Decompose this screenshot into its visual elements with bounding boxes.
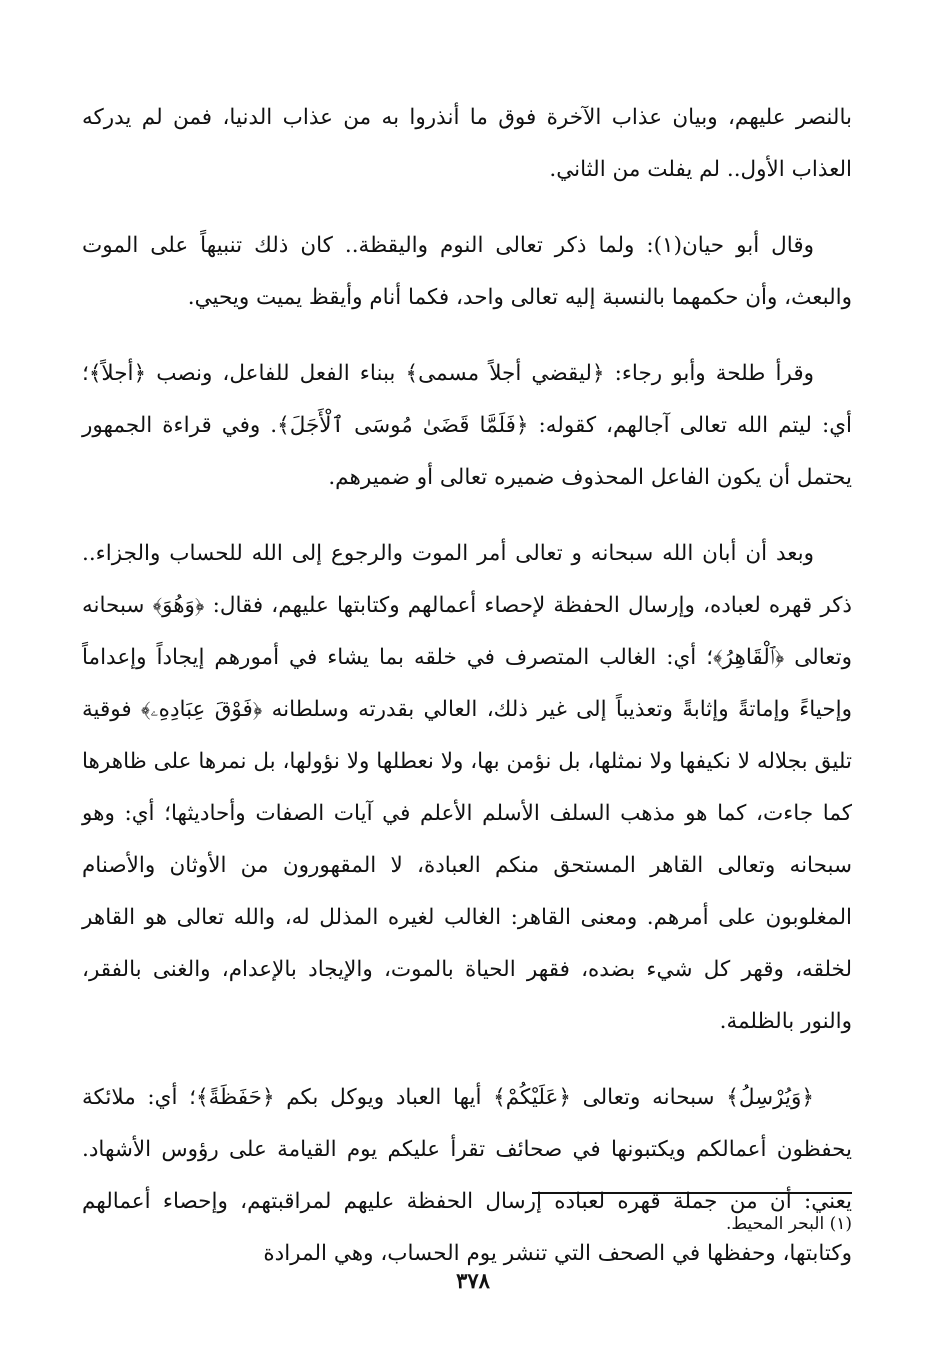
- page-number: ٣٧٨: [456, 1268, 490, 1293]
- footnote: (١) البحر المحيط.: [726, 1214, 852, 1234]
- paragraph-4: وبعد أن أبان الله سبحانه و تعالى أمر الموت والرجوع إلى الله للحساب والجزاء.. ذكر قهره لعباده، وإرسال الحفظة لإحصاء أعمالهم وكتابتها عليهم، فقال: ﴿وَهُوَ﴾ سبحانه وتعالى ﴿ٱلْقَاهِرُ﴾؛ أي: الغالب المتصرف في خلقه بما يشاء في أمورهم إيجاداً وإعداماً وإحياءً وإماتةً وإثابةً وتعذيباً إلى غير ذلك، العالي بقدرته وسلطانه ﴿فَوْقَ عِبَادِهِۦ﴾ فوقية تليق بجلاله لا نكيفها ولا نمثلها، بل نؤمن بها، ولا نعطلها ولا نؤولها، بل نمرها على ظاهرها كما جاءت، كما هو مذهب السلف الأسلم الأعلم في آيات الصفات وأحاديثها؛ أي: وهو سبحانه وتعالى القاهر المستحق منكم العبادة، لا المقهورون من الأوثان والأصنام المغلوبون على أمرهم. ومعنى القاهر: الغالب لغيره المذلل له، والله تعالى هو القاهر لخلقه، وقهر كل شيء بضده، فقهر الحياة بالموت، والإيجاد بالإعدام، والغنى بالفقر، والنور بالظلمة.: [82, 541, 852, 1034]
- page-body: [82, 92, 852, 1304]
- paragraph-2: وقال أبو حيان(١): ولما ذكر تعالى النوم واليقظة.. كان ذلك تنبيهاً على الموت والبعث، وأن حكمهما بالنسبة إليه تعالى واحد، فكما أنام وأيقظ يميت ويحيي.: [82, 233, 852, 310]
- paragraph-3: وقرأ طلحة وأبو رجاء: ﴿ليقضي أجلاً مسمى﴾ ببناء الفعل للفاعل، ونصب ﴿أجلاً﴾؛ أي: ليتم الله تعالى آجالهم، كقوله: ﴿فَلَمَّا قَضَىٰ مُوسَى ٱلْأَجَلَ﴾. وفي قراءة الجمهور يحتمل أن يكون الفاعل المحذوف ضميره تعالى أو ضميرهم.: [82, 361, 852, 490]
- paragraph-5: ﴿وَيُرْسِلُ﴾ سبحانه وتعالى ﴿عَلَيْكُمْ﴾ أيها العباد ويوكل بكم ﴿حَفَظَةً﴾؛ أي: ملائكة يحفظون أعمالكم ويكتبونها في صحائف تقرأ عليكم يوم القيامة على رؤوس الأشهاد. يعني: أن من جملة قهره لعباده إرسال الحفظة عليهم لمراقبتهم، وإحصاء أعمالهم وكتابتها، وحفظها في الصحف التي تنشر يوم الحساب، وهي المرادة: [82, 1085, 852, 1266]
- paragraph-1: بالنصر عليهم، وبيان عذاب الآخرة فوق ما أنذروا به من عذاب الدنيا، فمن لم يدركه العذاب الأول.. لم يفلت من الثاني.: [82, 105, 852, 182]
- footnote-divider: [532, 1192, 852, 1194]
